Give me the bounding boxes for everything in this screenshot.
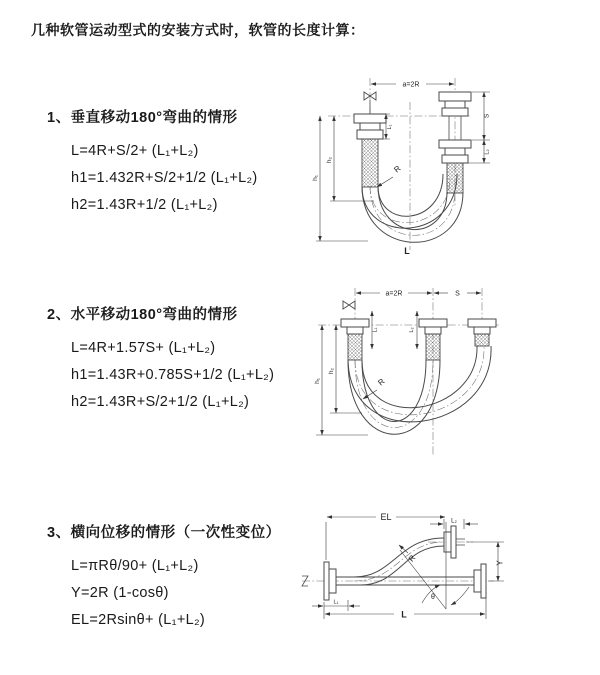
section-2-heading: 2、水平移动180°弯曲的情形: [47, 307, 238, 323]
diagram-horizontal-180-bend: [310, 283, 600, 461]
dim-label-r: R: [376, 376, 387, 388]
dim-label-a2r: a=2R: [402, 81, 420, 89]
diagram-lateral-displacement: [298, 502, 600, 647]
lower-right-flange: [474, 564, 486, 598]
dim-label-r: R: [392, 163, 403, 175]
dim-label-s: S: [483, 113, 491, 119]
section-3-formulas: [71, 553, 281, 634]
dim-label-l1: L₁: [333, 599, 339, 606]
section-vertical-movement: [47, 106, 258, 219]
dim-label-h2: h₂: [328, 367, 335, 375]
left-end-fitting: [354, 92, 386, 187]
diagram-3-svg: [298, 502, 600, 647]
section-1-formulas: [71, 138, 258, 219]
formula-Y: Y=2R (1-cosθ): [71, 585, 169, 601]
s-curve-hose: [336, 538, 444, 585]
dim-label-l: L: [401, 609, 407, 620]
diagram-2-svg: [310, 283, 600, 461]
right-end-fitting: [468, 319, 496, 346]
braided-hose-section: [362, 139, 378, 187]
dim-label-h1: h₁: [312, 175, 319, 181]
page-title: 几种软管运动型式的安装方式时，软管的长度计算：: [31, 22, 365, 38]
dim-label-l2: L₂: [451, 518, 457, 525]
formula-h2: h2=1.43R+S/2+1/2 (L₁+L₂): [71, 394, 250, 410]
dim-label-l: L: [404, 246, 410, 256]
formula-h2: h2=1.43R+1/2 (L₁+L₂): [71, 197, 218, 213]
section-lateral-displacement: [47, 521, 281, 634]
dim-label-a2r: a=2R: [385, 290, 403, 298]
left-flange: [324, 562, 336, 600]
dim-label-y: Y: [495, 560, 505, 566]
formula-L: L=4R+S/2+ (L₁+L₂): [71, 143, 199, 159]
valve-icon: [343, 301, 355, 309]
formula-h1: h1=1.432R+S/2+1/2 (L₁+L₂): [71, 170, 258, 186]
formula-h1: h1=1.43R+0.785S+1/2 (L₁+L₂): [71, 367, 275, 383]
middle-end-fitting: [419, 319, 447, 360]
braided-hose-section: [447, 163, 463, 193]
formula-L: L=4R+1.57S+ (L₁+L₂): [71, 340, 216, 356]
section-horizontal-movement: [47, 303, 274, 416]
dim-label-r: R: [406, 553, 418, 564]
hose-u-bends: [348, 346, 491, 434]
dim-label-l2: L₂: [409, 327, 415, 333]
dim-label-l1: L₁: [387, 124, 393, 130]
diagram-1-svg: [312, 74, 600, 256]
dim-label-el: EL: [380, 511, 392, 522]
formula-L: L=πRθ/90+ (L₁+L₂): [71, 558, 199, 574]
formula-EL: EL=2Rsinθ+ (L₁+L₂): [71, 612, 206, 628]
dim-label-theta: θ: [431, 594, 435, 601]
diagram-vertical-180-bend: [312, 74, 600, 256]
section-1-heading: 1、垂直移动180°弯曲的情形: [47, 110, 238, 126]
section-3-heading: 3、横向位移的情形（一次性变位）: [47, 525, 281, 541]
dim-label-h2: h₂: [326, 156, 333, 164]
dim-label-l1: L₁: [372, 327, 379, 333]
dim-label-s: S: [455, 290, 460, 298]
braided-hose-section: [426, 334, 440, 360]
dim-label-h1: h₁: [314, 378, 321, 384]
braided-hose-section: [348, 334, 362, 360]
centerlines: [318, 288, 500, 455]
right-end-fitting: [439, 92, 471, 193]
section-2-formulas: [71, 335, 274, 416]
braided-hose-section: [475, 334, 489, 346]
dimensions: [312, 512, 505, 620]
dim-label-l2: L₂: [484, 149, 491, 155]
